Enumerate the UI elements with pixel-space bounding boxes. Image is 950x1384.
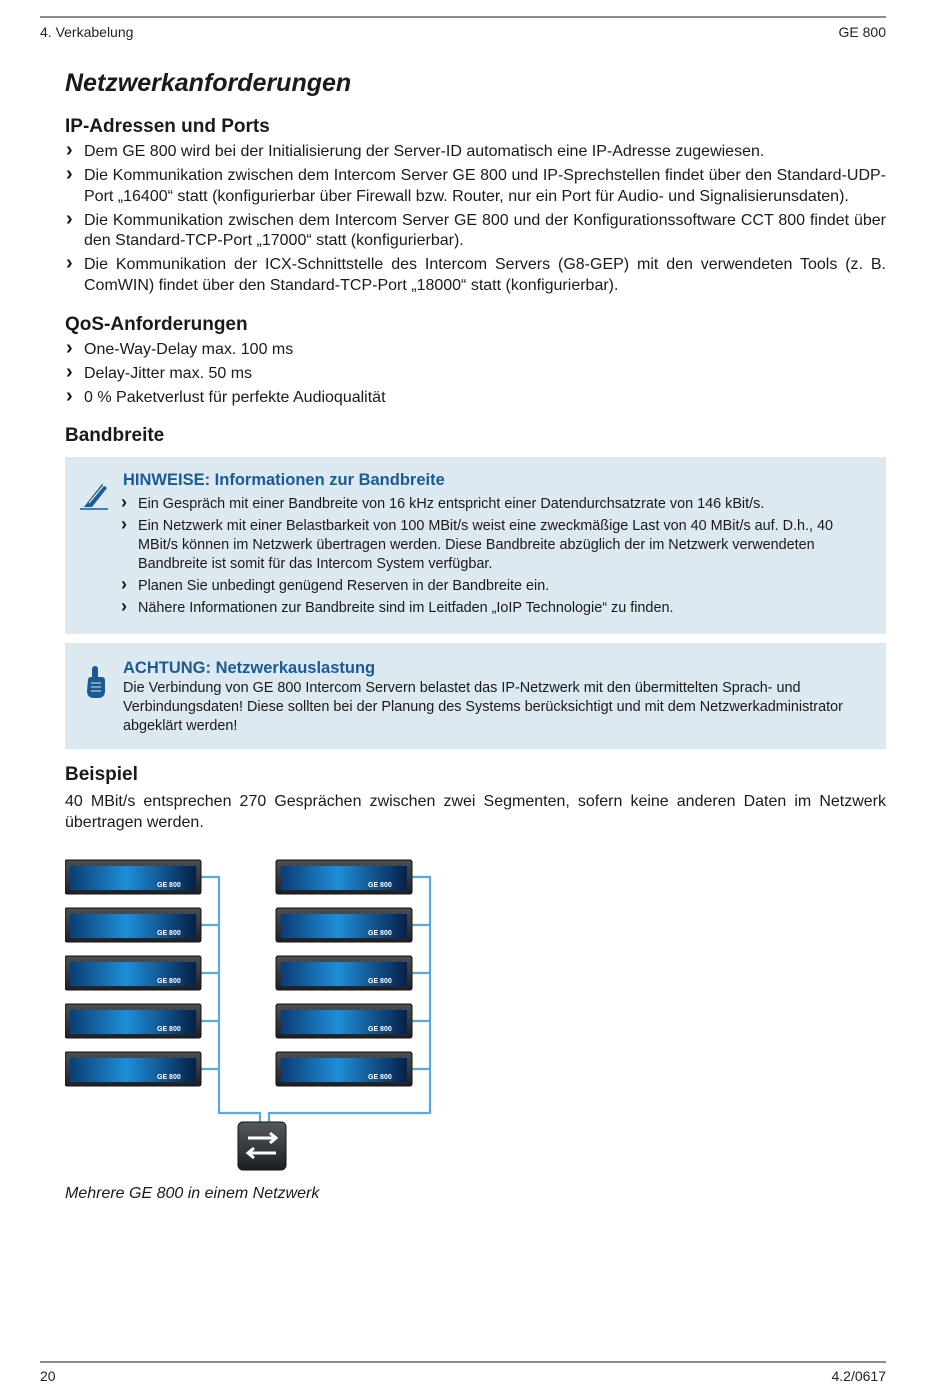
ge800-unit-label: GE 800 [368, 1074, 392, 1081]
note-list [120, 495, 875, 622]
note-title: HINWEISE: Informationen zur Bandbreite [123, 470, 445, 489]
ge800-unit [276, 1052, 412, 1086]
section-heading-qos: QoS-Anforderungen [65, 314, 248, 335]
ge800-unit [276, 908, 412, 942]
pencil-icon [79, 479, 109, 516]
figure-caption: Mehrere GE 800 in einem Netzwerk [65, 1185, 320, 1202]
footer-rule [40, 1361, 886, 1363]
ge800-unit [65, 1004, 201, 1038]
section-ip [65, 114, 886, 296]
example-text: 40 MBit/s entsprechen 270 Gesprächen zwischen zwei Segmenten, sofern keine anderen Daten im Netzwerk übertragen werden. [65, 792, 886, 831]
warning-text: Die Verbindung von GE 800 Intercom Servern belastet das IP-Netzwerk mit den übermittelten Sprach- und Verbindungsdaten! Diese sollten bei der Planung des Systems berücksichtigt und mit dem Netzwerkadministrator abgeklärt werden! [123, 679, 843, 734]
header-product: GE 800 [838, 24, 886, 40]
ge800-unit [65, 908, 201, 942]
list-item: › 0 % Paketverlust für perfekte Audioqualität [65, 388, 886, 409]
list-item: › Die Kommunikation der ICX-Schnittstelle des Intercom Servers (G8-GEP) mit den verwendeten Tools (z. B. ComWIN) findet über den Standard-TCP-Port „18000“ statt (konfigurierbar). [65, 255, 886, 296]
ge800-unit [65, 860, 201, 894]
ge800-unit-label: GE 800 [157, 978, 181, 985]
ge800-unit-label: GE 800 [368, 1026, 392, 1033]
ge800-unit-label: GE 800 [157, 882, 181, 889]
ip-list [65, 142, 886, 296]
network-diagram [65, 858, 445, 1178]
list-item: › Ein Gespräch mit einer Bandbreite von 16 kHz entspricht einer Datendurchsatzrate von 146 kBit/s. [120, 495, 875, 514]
list-item: › One-Way-Delay max. 100 ms [65, 340, 886, 361]
qos-list [65, 340, 886, 409]
network-diagram-svg [65, 858, 445, 1178]
section-heading-ip: IP-Adressen und Ports [65, 116, 270, 137]
header-rule [40, 16, 886, 18]
list-item: › Die Kommunikation zwischen dem Intercom Server GE 800 und der Konfigurationssoftware CCT 800 findet über den Standard-TCP-Port „17000“ statt (konfigurierbar). [65, 211, 886, 252]
ge800-unit-label: GE 800 [157, 930, 181, 937]
ge800-unit [65, 956, 201, 990]
raised-finger-icon [85, 665, 107, 704]
list-item: › Ein Netzwerk mit einer Belastbarkeit von 100 MBit/s weist eine zweckmäßige Last von 40 MBit/s auf. D.h., 40 MBit/s können im Netzwerk übertragen werden. Diese Bandbreite abzüglich der im Netzwerk verwendeten Bandbreite ist somit für das Intercom System verfügbar. [120, 517, 875, 574]
list-item: › Dem GE 800 wird bei der Initialisierung der Server-ID automatisch eine IP-Adresse zugewiesen. [65, 142, 886, 163]
section-heading-example: Beispiel [65, 763, 138, 785]
ge800-unit-label: GE 800 [157, 1026, 181, 1033]
footer-page-number: 20 [40, 1368, 56, 1384]
list-item: › Delay-Jitter max. 50 ms [65, 364, 886, 385]
ge800-unit-label: GE 800 [368, 930, 392, 937]
page-title: Netzwerkanforderungen [65, 69, 352, 97]
ge800-unit-label: GE 800 [368, 882, 392, 889]
note-box [65, 457, 886, 634]
section-bandwidth [65, 423, 886, 749]
section-example [65, 762, 886, 833]
ge800-unit-label: GE 800 [157, 1074, 181, 1081]
header-section: 4. Verkabelung [40, 24, 134, 40]
page-content [65, 66, 886, 833]
network-switch-icon [238, 1122, 286, 1170]
warning-box [65, 643, 886, 749]
ge800-units [65, 860, 412, 1086]
list-item: › Die Kommunikation zwischen dem Intercom Server GE 800 und IP-Sprechstellen findet über den Standard-UDP-Port „16400“ statt (konfigurierbar über Firewall bzw. Router, nur ein Port für Audio- und Signalisierunsdaten). [65, 166, 886, 207]
ge800-unit [276, 956, 412, 990]
ge800-unit [276, 1004, 412, 1038]
ge800-unit [276, 860, 412, 894]
footer-version: 4.2/0617 [831, 1368, 886, 1384]
section-qos [65, 312, 886, 409]
section-heading-bandwidth: Bandbreite [65, 424, 165, 446]
ge800-unit-label: GE 800 [368, 978, 392, 985]
list-item: › Nähere Informationen zur Bandbreite sind im Leitfaden „IoIP Technologie“ zu finden. [120, 599, 875, 618]
list-item: › Planen Sie unbedingt genügend Reserven in der Bandbreite ein. [120, 577, 875, 596]
ge800-unit [65, 1052, 201, 1086]
warning-title: ACHTUNG: Netzwerkauslastung [123, 658, 376, 677]
